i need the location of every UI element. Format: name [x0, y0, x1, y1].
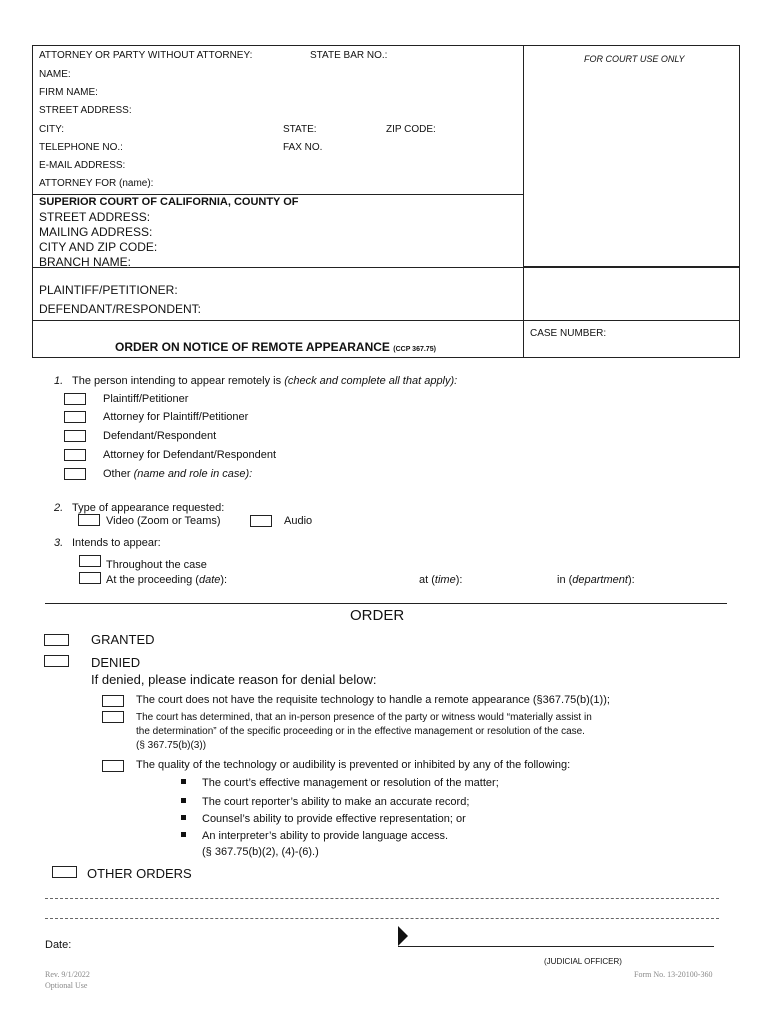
checkbox-plaintiff[interactable] — [64, 393, 86, 405]
state-bar-label: STATE BAR NO.: — [310, 50, 388, 61]
attorney-label: ATTORNEY OR PARTY WITHOUT ATTORNEY: — [39, 50, 253, 61]
checkbox-attorney-defendant[interactable] — [64, 449, 86, 461]
option-defendant: Defendant/Respondent — [103, 430, 217, 442]
time-word: time — [434, 574, 456, 586]
denial-reason-prompt: If denied, please indicate reason for denial below: — [91, 672, 377, 687]
item2-text: Type of appearance requested: — [72, 502, 225, 514]
option-other-label: Other — [103, 468, 131, 480]
checkbox-reason-quality[interactable] — [102, 760, 124, 772]
option-video: Video (Zoom or Teams) — [106, 515, 221, 527]
item3-number: 3. — [54, 537, 64, 549]
checkbox-at-proceeding[interactable] — [79, 572, 101, 584]
zip-label: ZIP CODE: — [386, 124, 436, 135]
bullet-marker — [181, 815, 186, 820]
form-number: Form No. 13-20100-360 — [634, 970, 713, 979]
at-time-pre: at ( — [419, 574, 435, 586]
rev-date: Rev. 9/1/2022 — [45, 970, 90, 979]
item2-number: 2. — [54, 502, 64, 514]
court-use-label: FOR COURT USE ONLY — [584, 54, 685, 64]
case-number-label: CASE NUMBER: — [530, 328, 607, 339]
option-throughout: Throughout the case — [106, 559, 207, 571]
option-at-proceeding — [106, 574, 227, 586]
checkbox-reason-technology[interactable] — [102, 695, 124, 707]
other-orders-line[interactable] — [45, 898, 719, 899]
item1-label: The person intending to appear remotely is — [72, 375, 282, 387]
date-word: date — [198, 574, 221, 586]
plaintiff-label: PLAINTIFF/PETITIONER: — [39, 283, 178, 297]
date-close: ): — [220, 574, 228, 586]
court-title: SUPERIOR COURT OF CALIFORNIA, COUNTY OF — [39, 196, 299, 208]
item1-text — [72, 375, 457, 387]
checkbox-audio[interactable] — [250, 515, 272, 527]
form-title-text: ORDER ON NOTICE OF REMOTE APPEARANCE — [115, 340, 390, 354]
option-other — [103, 468, 252, 480]
option-other-hint: (name and role in case): — [133, 468, 253, 480]
signature-line[interactable] — [398, 946, 714, 947]
phone-label: TELEPHONE NO.: — [39, 142, 123, 153]
name-label: NAME: — [39, 69, 71, 80]
attorney-for-label: ATTORNEY FOR (name): — [39, 178, 154, 189]
bullet-reporter: The court reporter’s ability to make an accurate record; — [202, 796, 470, 808]
checkbox-reason-in-person[interactable] — [102, 711, 124, 723]
bullet-marker — [181, 798, 186, 803]
in-dept-label — [557, 574, 635, 586]
judicial-officer-label: (JUDICIAL OFFICER) — [544, 957, 622, 966]
case-number-box — [523, 320, 740, 358]
option-attorney-defendant: Attorney for Defendant/Respondent — [103, 449, 277, 461]
item1-hint: (check and complete all that apply): — [284, 375, 458, 387]
court-city-zip: CITY AND ZIP CODE: — [39, 240, 158, 254]
reason-technology: The court does not have the requisite technology to handle a remote appearance (§367.75(b)(1)); — [136, 694, 610, 706]
street-label: STREET ADDRESS: — [39, 105, 132, 116]
checkbox-other[interactable] — [64, 468, 86, 480]
city-label: CITY: — [39, 124, 65, 135]
item3-text: Intends to appear: — [72, 537, 161, 549]
checkbox-denied[interactable] — [44, 655, 69, 667]
granted-label: GRANTED — [91, 632, 155, 647]
reason-in-person-line1: The court has determined, that an in-person presence of the party or witness would “materially assist in — [136, 712, 592, 723]
other-orders-label: OTHER ORDERS — [87, 866, 192, 881]
bullet-marker — [181, 779, 186, 784]
court-mailing: MAILING ADDRESS: — [39, 225, 153, 239]
attorney-info-box — [32, 45, 524, 195]
form-title — [115, 340, 436, 354]
option-plaintiff: Plaintiff/Petitioner — [103, 393, 189, 405]
bullet-citation: (§ 367.75(b)(2), (4)-(6).) — [202, 846, 319, 858]
denied-label: DENIED — [91, 655, 141, 670]
order-divider — [45, 603, 727, 604]
state-label: STATE: — [283, 124, 317, 135]
court-street: STREET ADDRESS: — [39, 210, 151, 224]
at-proceeding-label: At the proceeding ( — [106, 574, 199, 586]
at-time-label — [419, 574, 462, 586]
bullet-counsel: Counsel’s ability to provide effective representation; or — [202, 813, 466, 825]
form-title-cite: (CCP 367.75) — [393, 346, 436, 353]
option-attorney-plaintiff: Attorney for Plaintiff/Petitioner — [103, 411, 249, 423]
firm-label: FIRM NAME: — [39, 87, 98, 98]
item1-number: 1. — [54, 375, 64, 387]
bullet-management: The court’s effective management or resolution of the matter; — [202, 777, 499, 789]
option-audio: Audio — [284, 515, 313, 527]
email-label: E-MAIL ADDRESS: — [39, 160, 126, 171]
checkbox-throughout[interactable] — [79, 555, 101, 567]
defendant-label: DEFENDANT/RESPONDENT: — [39, 302, 202, 316]
fax-label: FAX NO. — [283, 142, 323, 153]
signature-arrow-icon — [398, 926, 408, 946]
date-label: Date: — [45, 939, 72, 951]
order-heading: ORDER — [350, 607, 405, 624]
court-branch: BRANCH NAME: — [39, 255, 132, 269]
checkbox-video[interactable] — [78, 514, 100, 526]
bullet-marker — [181, 832, 186, 837]
time-close: ): — [455, 574, 463, 586]
in-dept-pre: in ( — [557, 574, 573, 586]
checkbox-other-orders[interactable] — [52, 866, 77, 878]
checkbox-attorney-plaintiff[interactable] — [64, 411, 86, 423]
checkbox-defendant[interactable] — [64, 430, 86, 442]
checkbox-granted[interactable] — [44, 634, 69, 646]
dept-close: ): — [627, 574, 635, 586]
reason-in-person-line2: the determination” of the specific proceeding or in the effective management or resolution of the case. — [136, 726, 585, 737]
reason-quality: The quality of the technology or audibility is prevented or inhibited by any of the following: — [136, 759, 571, 771]
reason-in-person-line3: (§ 367.75(b)(3)) — [136, 740, 207, 751]
other-orders-line[interactable] — [45, 918, 719, 919]
bullet-interpreter: An interpreter’s ability to provide language access. — [202, 830, 449, 842]
dept-word: department — [572, 574, 628, 586]
court-use-box — [523, 45, 740, 267]
optional-use: Optional Use — [45, 981, 88, 990]
parties-divider — [523, 267, 524, 321]
